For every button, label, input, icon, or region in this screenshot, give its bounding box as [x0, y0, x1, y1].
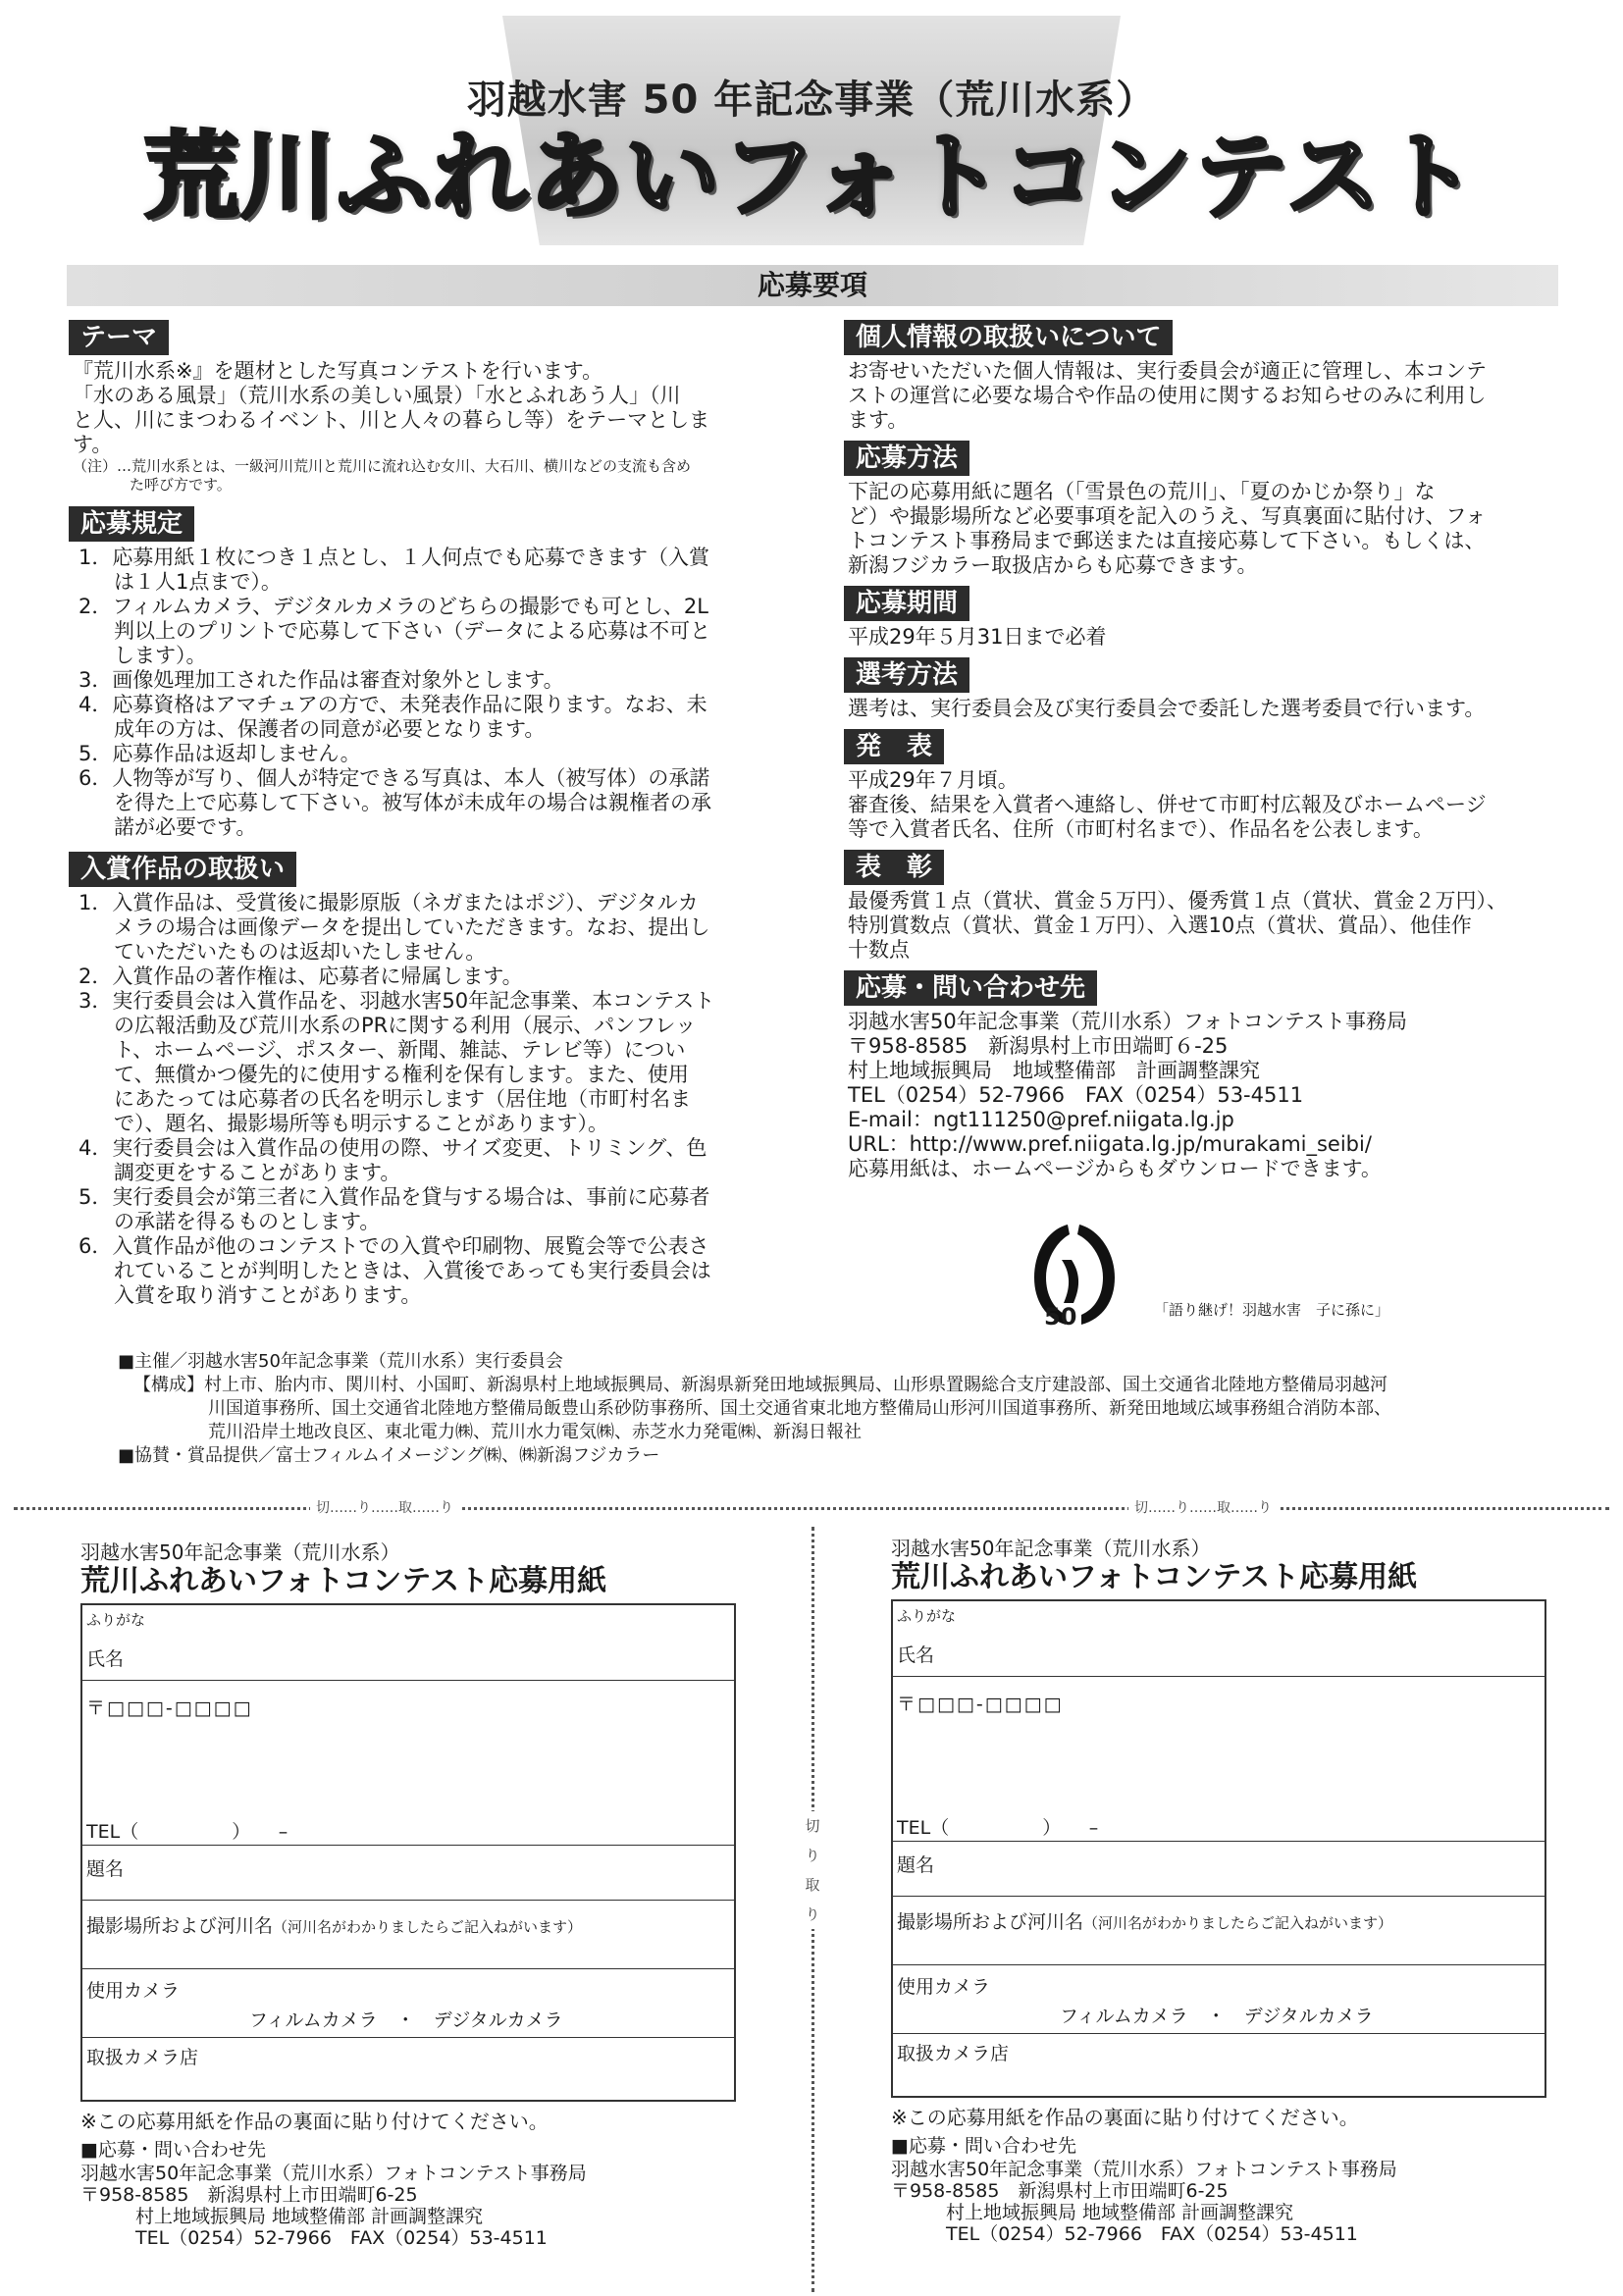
location-label: 撮影場所および河川名 — [897, 1911, 1084, 1933]
announce-body — [844, 768, 1550, 842]
cut-char: 取 — [802, 1870, 823, 1900]
camera-options[interactable]: フィルムカメラ ・ デジタルカメラ — [1060, 2006, 1374, 2027]
contact-url[interactable]: URL：http://www.pref.niigata.lg.jp/murakami_seibi/ — [848, 1132, 1372, 1156]
theme-line: 『荒川水系※』を題材とした写真コンテストを行います。 — [73, 359, 603, 383]
postal-code-field[interactable]: 〒□□□-□□□□ — [86, 1697, 253, 1719]
method-heading: 応募方法 — [844, 441, 969, 476]
rules-line: 成年の方は、保護者の同意が必要となります。 — [114, 717, 546, 741]
tel-field[interactable]: TEL（ ） – — [897, 1817, 1099, 1839]
winners-line: にあたっては応募者の氏名を明示します（居住地（市町村名ま — [114, 1087, 691, 1111]
theme-body — [69, 359, 785, 495]
form-title: 荒川ふれあいフォトコンテスト応募用紙 — [80, 1564, 607, 1598]
location-field[interactable] — [86, 1911, 582, 1938]
privacy-heading: 個人情報の取扱いについて — [844, 320, 1173, 355]
winners-section — [69, 852, 785, 1308]
winners-line: 2．入賞作品の著作権は、応募者に帰属します。 — [79, 965, 523, 988]
period-line: 平成29年５月31日まで必着 — [848, 625, 1107, 649]
winners-line: 3．実行委員会は入賞作品を、羽越水害50年記念事業、本コンテスト — [79, 989, 715, 1013]
form-divider — [893, 1841, 1544, 1842]
furigana-field[interactable]: ふりがな — [86, 1611, 146, 1629]
rules-line: 諾が必要です。 — [114, 815, 257, 839]
form-contact-line: 村上地域振興局 地域整備部 計画調整課究 — [946, 2202, 1294, 2223]
location-field[interactable] — [897, 1907, 1392, 1934]
logo-number: 50 — [1044, 1303, 1077, 1331]
rules-line: を得た上で応募して下さい。被写体が未成年の場合は親権者の承 — [114, 791, 711, 814]
method-line: ど）や撮影場所など必要事項を記入のうえ、写真裏面に貼付け、フォ — [848, 504, 1487, 528]
winners-line: ト、ホームページ、ポスター、新聞、雑誌、テレビ等）につい — [114, 1038, 686, 1062]
form-note: ※この応募用紙を作品の裏面に貼り付けてください。 — [891, 2106, 1359, 2129]
privacy-line: ます。 — [848, 408, 909, 432]
location-label: 撮影場所および河川名 — [86, 1915, 274, 1937]
announce-line: 等で入賞者氏名、住所（市町村名まで）、作品名を公表します。 — [848, 817, 1434, 841]
form-divider — [893, 1964, 1544, 1965]
form-divider — [82, 1900, 734, 1901]
logo-slogan: 「語り継げ！羽越水害 子に孫に」 — [1154, 1301, 1390, 1319]
contact-email[interactable]: E-mail：ngt111250@pref.niigata.lg.jp — [848, 1108, 1234, 1131]
cut-line-horizontal — [14, 1507, 1609, 1510]
contact-line: 羽越水害50年記念事業（荒川水系）フォトコンテスト事務局 — [848, 1010, 1407, 1033]
camera-shop-field[interactable]: 取扱カメラ店 — [86, 2047, 199, 2068]
rules-line: は１人1点まで）。 — [114, 570, 282, 594]
form-title: 荒川ふれあいフォトコンテスト応募用紙 — [891, 1560, 1418, 1594]
form-box — [80, 1603, 736, 2102]
announce-heading: 発 表 — [844, 729, 944, 764]
period-body — [844, 625, 1550, 650]
contact-line: TEL（0254）52-7966 FAX（0254）53-4511 — [848, 1083, 1304, 1107]
rules-line: 6．人物等が写り、個人が特定できる写真は、本人（被写体）の承諾 — [79, 766, 710, 790]
winners-line: 調変更をすることがあります。 — [114, 1161, 401, 1184]
rules-heading: 応募規定 — [69, 506, 194, 542]
winners-body — [69, 891, 785, 1308]
rules-line: 3．画像処理加工された作品は審査対象外とします。 — [79, 668, 564, 692]
event-subtitle: 羽越水害 50 年記念事業（荒川水系） — [466, 78, 1157, 123]
section-heading-guidelines: 応募要項 — [67, 265, 1558, 306]
form-divider — [82, 1845, 734, 1846]
theme-line: と人、川にまつわるイベント、川と人々の暮らし等）をテーマとしま — [73, 408, 710, 432]
awards-section — [844, 850, 1550, 963]
form-org: 羽越水害50年記念事業（荒川水系） — [891, 1537, 1211, 1560]
method-line: 新潟フジカラー取扱店からも応募できます。 — [848, 553, 1258, 577]
form-divider — [82, 2037, 734, 2038]
cut-char: り — [802, 1900, 823, 1929]
location-note: （河川名がわかりましたらご記入ねがいます） — [273, 1918, 583, 1936]
rules-section — [69, 506, 785, 840]
form-divider — [893, 1676, 1544, 1677]
entry-form-left — [80, 1540, 736, 2249]
selection-body — [844, 697, 1550, 721]
period-section — [844, 586, 1550, 650]
form-divider — [893, 2033, 1544, 2034]
winners-line: 6．入賞作品が他のコンテストでの入賞や印刷物、展覧会等で公表さ — [79, 1234, 709, 1258]
organizer-members: 荒川沿岸土地改良区、東北電力㈱、荒川水力電気㈱、赤芝水力発電㈱、新潟日報社 — [208, 1422, 862, 1442]
method-line: トコンテスト事務局まで郵送または直接応募して下さい。もしくは、 — [848, 529, 1486, 552]
theme-line: す。 — [73, 433, 113, 456]
selection-line: 選考は、実行委員会及び実行委員会で委託した選考委員で行います。 — [848, 697, 1486, 720]
privacy-body — [844, 359, 1550, 433]
camera-field[interactable]: 使用カメラ — [86, 1980, 181, 2002]
announce-line: 平成29年７月頃。 — [848, 768, 1019, 792]
winners-line: 5．実行委員会が第三者に入賞作品を貸与する場合は、事前に応募者 — [79, 1185, 710, 1209]
entry-form-right — [891, 1537, 1546, 2245]
contact-section — [844, 970, 1550, 1181]
form-divider — [82, 1680, 734, 1681]
winners-line: 1．入賞作品は、受賞後に撮影原版（ネガまたはポジ）、デジタルカ — [79, 891, 699, 914]
announce-section — [844, 729, 1550, 842]
selection-section — [844, 657, 1550, 721]
rules-line: 4．応募資格はアマチュアの方で、未発表作品に限ります。なお、未 — [79, 693, 707, 716]
name-field[interactable]: 氏名 — [86, 1648, 125, 1670]
selection-heading: 選考方法 — [844, 657, 969, 693]
form-note: ※この応募用紙を作品の裏面に貼り付けてください。 — [80, 2110, 549, 2133]
organizer-members: 川国道事務所、国土交通省北陸地方整備局飯豊山系砂防事務所、国土交通省東北地方整備局山形河川国道事務所、新発田地域広域事務組合消防本部、 — [208, 1398, 1391, 1419]
rules-line: 判以上のプリントで応募して下さい（データによる応募は不可と — [114, 619, 711, 643]
winners-line: メラの場合は画像データを提出していただきます。なお、提出し — [114, 915, 710, 939]
contact-line: 応募用紙は、ホームページからもダウンロードできます。 — [848, 1157, 1382, 1180]
privacy-section — [844, 320, 1550, 433]
organizers-block — [118, 1350, 1570, 1468]
theme-note: た呼び方です。 — [130, 476, 232, 494]
awards-line: 特別賞数点（賞状、賞金１万円）、入選10点（賞状、賞品）、他佳作 — [848, 913, 1472, 937]
right-column — [844, 320, 1550, 1181]
theme-heading: テーマ — [69, 320, 169, 355]
rules-line: 1．応募用紙１枚につき１点とし、１人何点でも応募できます（入賞 — [79, 546, 709, 569]
cut-label-left: 切……り……取……り — [310, 1497, 459, 1517]
contact-body — [844, 1010, 1550, 1181]
name-field[interactable]: 氏名 — [897, 1644, 935, 1666]
awards-line: 十数点 — [848, 938, 910, 962]
period-heading: 応募期間 — [844, 586, 969, 621]
cut-char: り — [802, 1841, 823, 1870]
form-contact-line: 羽越水害50年記念事業（荒川水系）フォトコンテスト事務局 — [891, 2159, 1397, 2180]
organizer-host: ■主催／羽越水害50年記念事業（荒川水系）実行委員会 — [118, 1351, 563, 1372]
furigana-field[interactable]: ふりがな — [897, 1607, 957, 1625]
title-field[interactable]: 題名 — [897, 1854, 935, 1876]
method-section — [844, 441, 1550, 578]
form-contact-heading: ■応募・問い合わせ先 — [80, 2139, 266, 2161]
form-contact-line: TEL（0254）52-7966 FAX（0254）53-4511 — [946, 2223, 1358, 2245]
form-contact-line: 〒958-8585 新潟県村上市田端町6-25 — [80, 2184, 418, 2206]
winners-line: 4．実行委員会は入賞作品の使用の際、サイズ変更、トリミング、色 — [79, 1136, 707, 1160]
winners-line: れていることが判明したときは、入賞後であっても実行委員会は — [114, 1259, 711, 1282]
theme-section — [69, 320, 785, 495]
winners-line: 入賞を取り消すことがあります。 — [114, 1283, 422, 1307]
method-body — [844, 480, 1550, 578]
camera-options[interactable]: フィルムカメラ ・ デジタルカメラ — [249, 2009, 563, 2031]
location-note: （河川名がわかりましたらご記入ねがいます） — [1083, 1914, 1393, 1932]
winners-line: の承諾を得るものとします。 — [114, 1210, 381, 1233]
winners-line: で）、題名、撮影場所等も明示することがあります）。 — [114, 1112, 608, 1135]
camera-field[interactable]: 使用カメラ — [897, 1976, 991, 1998]
title-field[interactable]: 題名 — [86, 1858, 125, 1880]
winners-heading: 入賞作品の取扱い — [69, 852, 296, 887]
cut-label-vertical — [802, 1811, 823, 1929]
awards-body — [844, 889, 1550, 963]
rules-line: します）。 — [114, 644, 207, 667]
announce-line: 審査後、結果を入賞者へ連絡し、併せて市町村広報及びホームページ — [848, 793, 1487, 816]
contact-line: 村上地域振興局 地域整備部 計画調整課究 — [848, 1059, 1260, 1082]
theme-line: 「水のある風景」（荒川水系の美しい風景）「水とふれあう人」（川 — [73, 384, 681, 407]
rules-body — [69, 546, 785, 840]
left-column — [69, 320, 785, 1308]
form-box — [891, 1599, 1546, 2098]
form-divider — [893, 1896, 1544, 1897]
organizer-sponsor: ■協賛・賞品提供／富士フィルムイメージング㈱、㈱新潟フジカラー — [118, 1445, 660, 1466]
postal-code-field[interactable]: 〒□□□-□□□□ — [897, 1694, 1064, 1715]
rules-line: 2．フィルムカメラ、デジタルカメラのどちらの撮影でも可とし、2L — [79, 595, 708, 618]
cut-label-right: 切……り……取……り — [1128, 1497, 1278, 1517]
rules-line: 5．応募作品は返却しません。 — [79, 742, 361, 765]
form-contact-line: 〒958-8585 新潟県村上市田端町6-25 — [891, 2180, 1229, 2202]
contact-heading: 応募・問い合わせ先 — [844, 970, 1097, 1006]
contact-line: 〒958-8585 新潟県村上市田端町６-25 — [848, 1034, 1229, 1058]
camera-shop-field[interactable]: 取扱カメラ店 — [897, 2043, 1010, 2064]
privacy-line: ストの運営に必要な場合や作品の使用に関するお知らせのみに利用し — [848, 384, 1487, 407]
tel-field[interactable]: TEL（ ） – — [86, 1821, 288, 1843]
awards-heading: 表 彰 — [844, 850, 944, 885]
form-divider — [82, 1968, 734, 1969]
cut-char: 切 — [802, 1811, 823, 1841]
method-line: 下記の応募用紙に題名（「雪景色の荒川」、「夏のかじか祭り」な — [848, 480, 1436, 503]
organizer-members: 【構成】村上市、胎内市、関川村、小国町、新潟県村上地域振興局、新潟県新発田地域振興局、山形県置賜総合支庁建設部、国土交通省北陸地方整備局羽越河 — [133, 1375, 1387, 1395]
form-contact-line: 村上地域振興局 地域整備部 計画調整課究 — [135, 2206, 484, 2227]
form-contact-heading: ■応募・問い合わせ先 — [891, 2135, 1076, 2157]
privacy-line: お寄せいただいた個人情報は、実行委員会が適正に管理し、本コンテ — [848, 359, 1487, 383]
winners-line: ていただいたものは返却いたしません。 — [114, 940, 487, 964]
contest-title: 荒川ふれあいフォトコンテスト — [144, 122, 1479, 232]
winners-line: て、無償かつ優先的に使用する権利を保有します。また、使用 — [114, 1063, 689, 1086]
awards-line: 最優秀賞１点（賞状、賞金５万円）、優秀賞１点（賞状、賞金２万円）、 — [848, 889, 1507, 913]
form-org: 羽越水害50年記念事業（荒川水系） — [80, 1540, 400, 1564]
winners-line: の広報活動及び荒川水系のPRに関する利用（展示、パンフレッ — [114, 1014, 697, 1037]
theme-note: （注）…荒川水系とは、一級河川荒川と荒川に流れ込む女川、大石川、横川などの支流も含め — [73, 457, 692, 475]
form-contact-line: TEL（0254）52-7966 FAX（0254）53-4511 — [135, 2227, 548, 2249]
form-contact-line: 羽越水害50年記念事業（荒川水系）フォトコンテスト事務局 — [80, 2163, 587, 2184]
